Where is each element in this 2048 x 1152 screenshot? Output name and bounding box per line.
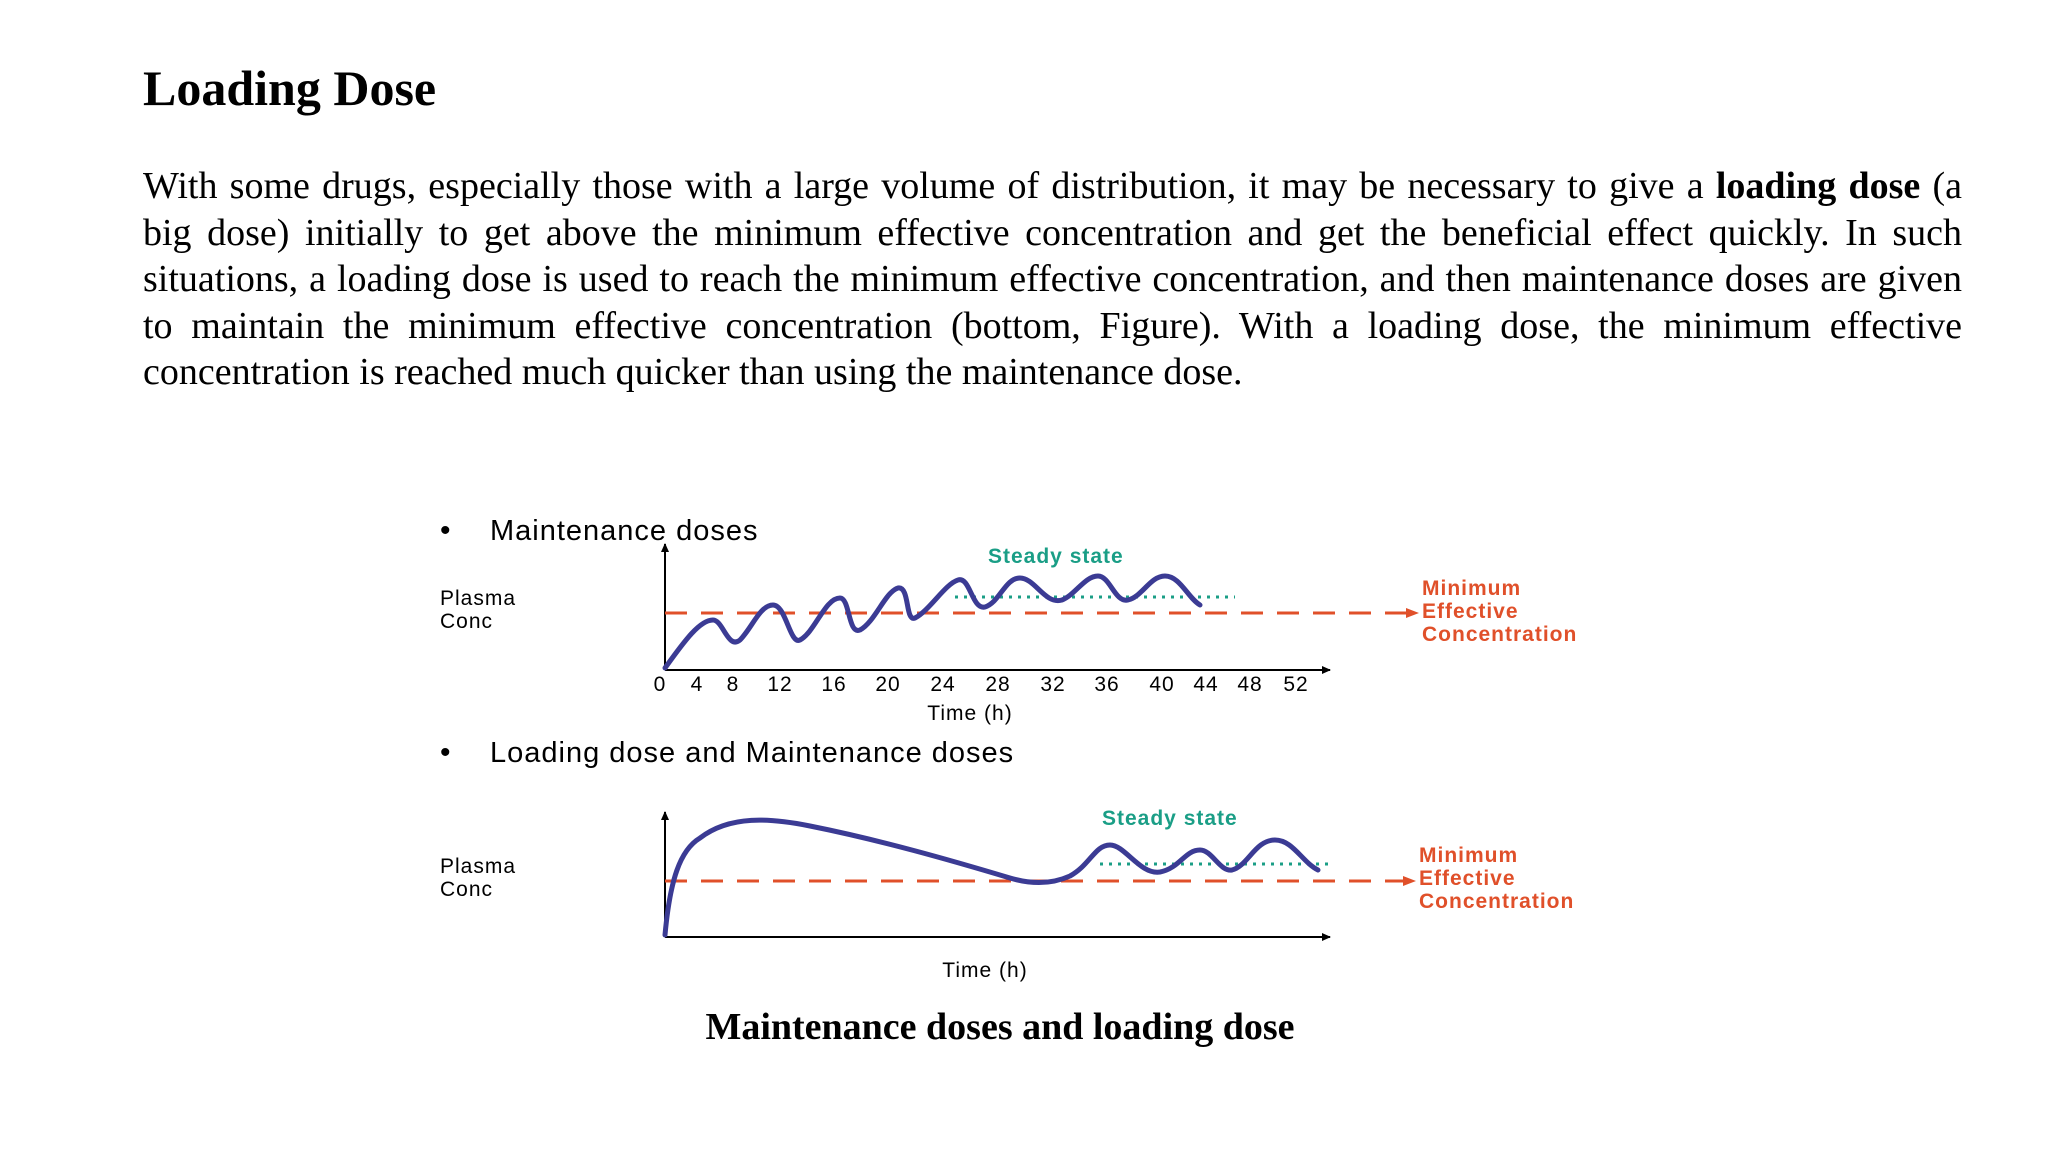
top-mec-label-line3: Concentration (1422, 623, 1578, 646)
tick-24: 24 (930, 673, 956, 696)
top-ylabel-line2: Conc (440, 610, 494, 633)
tick-36: 36 (1094, 673, 1120, 696)
tick-32: 32 (1040, 673, 1066, 696)
bottom-concentration-curve (665, 820, 1318, 935)
top-mec-label-line1: Minimum (1422, 577, 1522, 600)
tick-12: 12 (767, 673, 793, 696)
tick-28: 28 (985, 673, 1011, 696)
bottom-xlabel: Time (h) (942, 959, 1028, 982)
top-xlabel: Time (h) (927, 702, 1013, 725)
figure-caption: Maintenance doses and loading dose (705, 1006, 1295, 1048)
top-bullet: • (440, 514, 451, 547)
bottom-mec-label-line1: Minimum (1419, 844, 1519, 867)
tick-44: 44 (1193, 673, 1219, 696)
loading-dose-term: loading dose (1715, 165, 1921, 207)
tick-20: 20 (875, 673, 901, 696)
paragraph-text-start: With some drugs, especially those with a large volume of distribution, it may be necessary to give a (143, 165, 1716, 207)
tick-48: 48 (1237, 673, 1263, 696)
tick-0: 0 (653, 673, 667, 696)
bottom-mec-label-line3: Concentration (1419, 890, 1575, 913)
top-ylabel-line1: Plasma (440, 587, 517, 610)
tick-4: 4 (690, 673, 704, 696)
top-concentration-curve (665, 576, 1200, 668)
page-title: Loading Dose (143, 60, 437, 116)
top-steady-label: Steady state (988, 545, 1124, 568)
bottom-mec-label-line2: Effective (1419, 867, 1516, 890)
bottom-ylabel-line1: Plasma (440, 855, 517, 878)
tick-52: 52 (1283, 673, 1309, 696)
bottom-steady-label: Steady state (1102, 807, 1238, 830)
tick-8: 8 (726, 673, 740, 696)
top-heading: Maintenance doses (490, 515, 759, 547)
top-x-ticks (654, 673, 1309, 696)
tick-40: 40 (1149, 673, 1175, 696)
paragraph-text-end: (a big dose) initially to get above the minimum effective concentration and get the beneficial effect quickly. In such situations, a loading dose is used to reach the minimum effective concentration, and then maintenance doses are given to maintain the minimum effective concentration (bottom, Figure). With a loading dose, the minimum effective concentration is reached much quicker than using the maintenance dose. (143, 165, 1962, 393)
bottom-ylabel-line2: Conc (440, 878, 494, 901)
bottom-heading: Loading dose and Maintenance doses (490, 737, 1015, 769)
top-mec-label-line2: Effective (1422, 600, 1519, 623)
bottom-bullet: • (440, 736, 451, 769)
tick-16: 16 (821, 673, 847, 696)
